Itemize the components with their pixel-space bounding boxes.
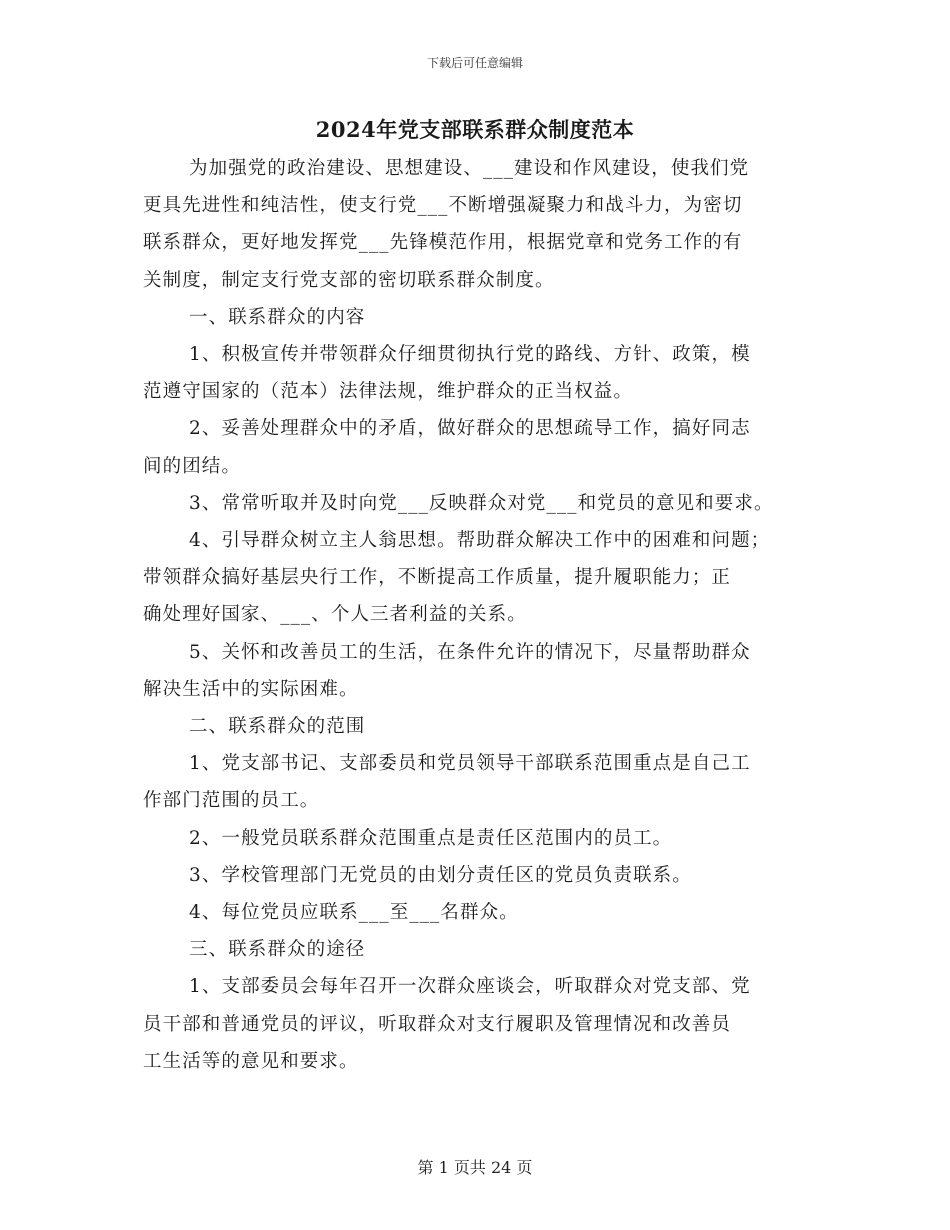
text-line: 3、常常听取并及时向党___反映群众对党___和党员的意见和要求。 — [189, 492, 774, 514]
text-line: 作部门范围的员工。 — [143, 790, 320, 812]
text-line: 1、支部委员会每年召开一次群众座谈会，听取群众对党支部、党 — [189, 976, 751, 998]
text-line: 间的团结。 — [143, 455, 242, 477]
text-line: 1、积极宣传并带领群众仔细贯彻执行党的路线、方针、政策，模 — [189, 344, 751, 366]
paragraph-1-5 — [143, 634, 815, 708]
section-heading-1 — [143, 299, 815, 336]
text-line: 4、每位党员应联系___至___名群众。 — [189, 902, 519, 924]
text-line: 4、引导群众树立主人翁思想。帮助群众解决工作中的困难和问题； — [189, 530, 771, 552]
section-heading-3 — [143, 931, 815, 968]
text-line: 解决生活中的实际困难。 — [143, 678, 359, 700]
paragraph-1-3 — [143, 485, 815, 522]
paragraph-2-1 — [143, 745, 815, 819]
paragraph-2-2 — [143, 820, 815, 857]
document-body — [143, 150, 815, 1080]
text-line: 确处理好国家、___、个人三者利益的关系。 — [143, 604, 527, 626]
paragraph-2-3 — [143, 857, 815, 894]
text-line: 二、联系群众的范围 — [189, 716, 366, 738]
paragraph-2-4 — [143, 894, 815, 931]
text-line: 2、一般党员联系群众范围重点是责任区范围内的员工。 — [189, 827, 673, 849]
text-line: 联系群众，更好地发挥党___先锋模范作用，根据党章和党务工作的有 — [143, 232, 743, 254]
text-line: 三、联系群众的途径 — [189, 939, 366, 961]
text-line: 3、学校管理部门无党员的由划分责任区的党员负责联系。 — [189, 864, 692, 886]
paragraph-1-2 — [143, 410, 815, 484]
text-line: 工生活等的意见和要求。 — [143, 1050, 359, 1072]
text-line: 为加强党的政治建设、思想建设、___建设和作风建设，使我们党 — [189, 158, 750, 179]
text-line: 带领群众搞好基层央行工作，不断提高工作质量，提升履职能力；正 — [143, 567, 732, 589]
text-line: 更具先进性和纯洁性，使支行党___不断增强凝聚力和战斗力，为密切 — [143, 195, 743, 217]
text-line: 一、联系群众的内容 — [189, 306, 366, 328]
text-line: 范遵守国家的（范本）法律法规，维护群众的正当权益。 — [143, 381, 634, 403]
paragraph-intro — [143, 150, 815, 299]
text-line: 2、妥善处理群众中的矛盾，做好群众的思想疏导工作，搞好同志 — [189, 418, 751, 440]
paragraph-3-1 — [143, 968, 815, 1080]
page-footer: 第 1 页共 24 页 — [417, 1158, 533, 1177]
paragraph-1-4 — [143, 522, 815, 634]
text-line: 1、党支部书记、支部委员和党员领导干部联系范围重点是自己工 — [189, 753, 751, 775]
text-line: 5、关怀和改善员工的生活，在条件允许的情况下，尽量帮助群众 — [189, 641, 751, 663]
text-line: 关制度，制定支行党支部的密切联系群众制度。 — [143, 269, 555, 291]
paragraph-1-1 — [143, 336, 815, 410]
text-line: 员干部和普通党员的评议，听取群众对支行履职及管理情况和改善员 — [143, 1013, 732, 1035]
document-title: 2024年党支部联系群众制度范本 — [315, 117, 635, 142]
header-note: 下载后可任意编辑 — [426, 56, 523, 70]
section-heading-2 — [143, 708, 815, 745]
